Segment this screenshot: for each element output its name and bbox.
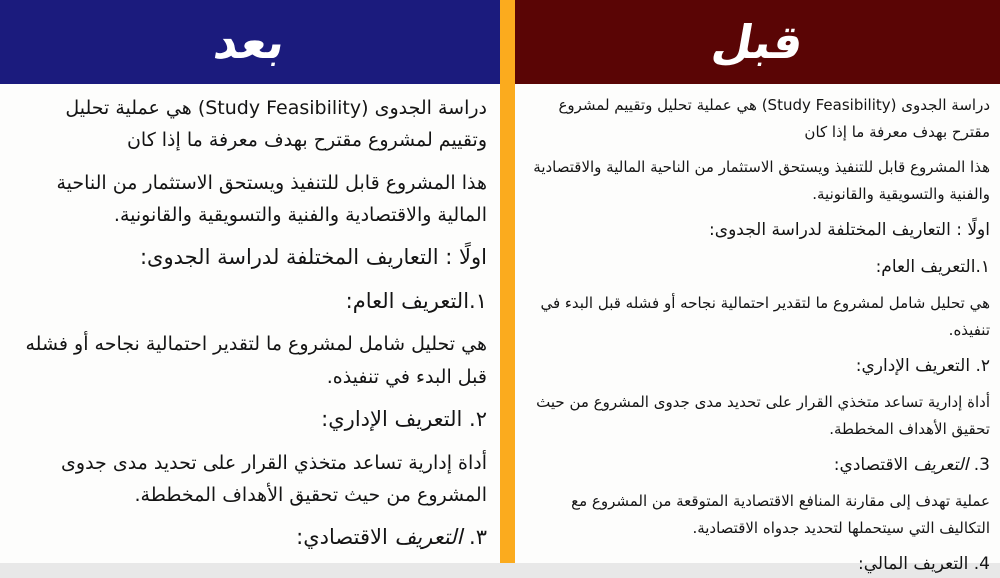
heading-financial-definition: 4. التعريف المالي: — [858, 553, 990, 574]
before-panel-header — [515, 0, 1000, 84]
after-panel — [0, 0, 500, 563]
after-panel-header — [0, 0, 500, 84]
heading-economic-definition — [529, 451, 990, 480]
heading-administrative-definition: ٢. التعريف الإداري: — [321, 406, 487, 431]
heading-word-italic: التعريف — [394, 525, 463, 550]
heading-general-definition: ١.التعريف العام: — [875, 256, 990, 277]
paragraph-general-definition: هي تحليل شامل لمشروع ما لتقدير احتمالية نجاحه أو فشله قبل البدء في تنفيذه. — [540, 293, 990, 339]
after-panel-body — [0, 84, 500, 555]
paragraph-intro-2: هذا المشروع قابل للتنفيذ ويستحق الاستثمار من الناحية المالية والاقتصادية والفنية والتسويقية والقانونية. — [56, 171, 487, 226]
heading-rest: الاقتصادي: — [833, 454, 914, 475]
paragraph-administrative-definition: أداة إدارية تساعد متخذي القرار على تحديد مدى جدوى المشروع من حيث تحقيق الأهداف المخططة. — [536, 392, 990, 438]
section-heading-definitions: اولًا : التعاريف المختلفة لدراسة الجدوى: — [709, 220, 990, 240]
paragraph-intro-2: هذا المشروع قابل للتنفيذ ويستحق الاستثمار من الناحية المالية والاقتصادية والفنية والتسويقية والقانونية. — [533, 158, 990, 203]
after-panel-title: بعد — [210, 15, 290, 69]
before-panel-body — [515, 84, 1000, 578]
section-heading-definitions: اولًا : التعاريف المختلفة لدراسة الجدوى: — [139, 245, 487, 270]
before-panel — [515, 0, 1000, 574]
heading-general-definition: ١.التعريف العام: — [345, 288, 487, 313]
heading-number: 3. — [968, 454, 990, 475]
heading-economic-definition — [14, 521, 487, 555]
paragraph-general-definition: هي تحليل شامل لمشروع ما لتقدير احتمالية نجاحه أو فشله قبل البدء في تنفيذه. — [25, 333, 487, 388]
paragraph-intro: دراسة الجدوى (Study Feasibility) هي عملية تحليل وتقييم لمشروع مقترح بهدف معرفة ما إذا كان — [65, 97, 487, 152]
heading-word-italic: التعريف — [913, 454, 969, 475]
paragraph-economic-definition: عملية تهدف إلى مقارنة المنافع الاقتصادية المتوقعة من المشروع مع التكاليف التي سيتحملها لتحديد جدواه الاقتصادية. — [571, 491, 990, 537]
heading-administrative-definition: ٢. التعريف الإداري: — [855, 355, 990, 376]
vertical-divider — [500, 0, 515, 563]
paragraph-administrative-definition: أداة إدارية تساعد متخذي القرار على تحديد مدى جدوى المشروع من حيث تحقيق الأهداف المخططة. — [61, 451, 487, 506]
heading-number: ٣. — [462, 525, 487, 550]
paragraph-intro: دراسة الجدوى (Study Feasibility) هي عملية تحليل وتقييم لمشروع مقترح بهدف معرفة ما إذا كان — [558, 96, 990, 141]
heading-rest: الاقتصادي: — [296, 525, 395, 550]
before-panel-title: قبل — [707, 15, 808, 69]
